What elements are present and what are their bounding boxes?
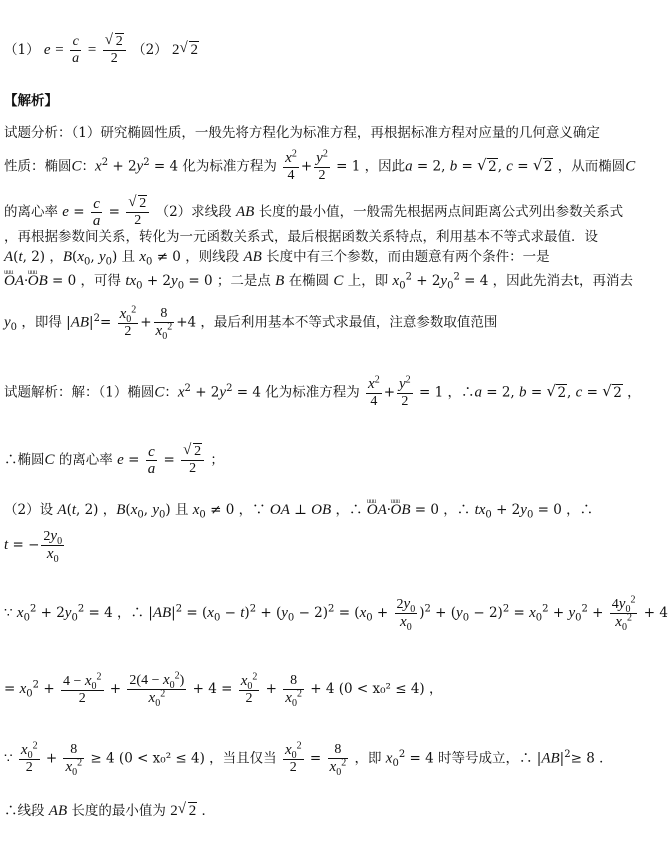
analysis-header: 【解析】 — [4, 93, 58, 109]
solution-line-4: t = − $\frac{2y_0}{x_0}$ — [4, 528, 63, 565]
min-length-value: 2√ 2 — [172, 42, 199, 58]
hint-line-2: 性质：椭圆C：$x^2 + 2y^2 = 4$ 化为标准方程为 $\frac{x^2}{4}$ + $\frac{y^2}{2}$ = 1 ，因此a = 2, b = √ 2, c = √ 2 ，从而椭圆C — [4, 150, 635, 184]
hint-line-5: A(t, 2) ，$B(x_0$, $y_0$) 且 $x_0 \ne 0$ ，则线段 AB 长度中有三个参数，而由题意有两个条件：一是 — [4, 249, 550, 268]
hint-line-4: ，再根据参数间关系，转化为一元函数关系式，最后根据函数关系特点，利用基本不等式求最值．设 — [4, 229, 598, 245]
solution-line-7: ∵ $\frac{x_0^2}{2}$ + $\frac{8}{x_0^2}$ ≥ 4 (0 < x₀² ≤ 4) ，当且仅当 $\frac{x_0^2}{2}$ = $\frac{8}{x_0^2}$ ，即 $x_0^2 = 4$ 时等号成立，∴ $|AB|^2\ge 8$ ． — [4, 740, 613, 778]
answer-part2-label: （2） — [132, 41, 168, 58]
hint-line-1: 试题分析：（1）研究椭圆性质，一般先将方程化为标准方程，再根据标准方程对应量的几何意义确定 — [4, 125, 600, 141]
solution-line-6: = $x_0^2$ + $\frac{4 - x_0^2}{2}$ + $\frac{2(4 - x_0^2)}{x_0^2}$ + 4 = $\frac{x_0^2}{2}$ + $\frac{8}{x_0^2}$ + 4 (0 < x₀² ≤ 4) ， — [4, 670, 443, 709]
hint-line-6: uuu OA·uuu OB = 0 ，可得 $tx_0 + 2y_0 = 0$ ；二是点 B 在椭圆 C 上，即 $x_0^2 + 2y_0^2 = 4$ ，因此先消去t，再消去 — [4, 272, 633, 290]
eccentricity-formula: e = $\frac{c}{a}$ = √ $\frac{2}{2}$ — [44, 42, 128, 58]
solution-line-5: ∵ $x_0^2 + 2y_0^2 = 4$ ，∴ $|AB|^2 = (x_0 - t)^2 + (y_0 - 2)^2 = (x_0$ + $\frac{2y_0}{x_0}$ )$^2 + (y_0 - 2)^2 = x_0^2 + y_0^2$ + $\frac{4y_0^2}{x_0^2}$ + 4 — [4, 594, 668, 633]
solution-line-3: （2）设 A(t, 2) ，$B(x_0$, $y_0$) 且 $x_0 \ne 0$ ，∵ OA ⊥ OB ，∴ uuu OA·uuu OB = 0 ，∴ $tx_0 + 2y_0 = 0$ ，∴ — [4, 501, 593, 519]
solution-line-8: ∴线段 AB 长度的最小值为 2√ 2 ． — [4, 802, 215, 820]
solution-line-1: 试题解析：解：（1）椭圆C：$x^2 + 2y^2 = 4$ 化为标准方程为 $\frac{x^2}{4}$ + $\frac{y^2}{2}$ = 1 ，∴a = 2, b = √ 2, c = √ 2 ， — [4, 376, 641, 410]
answer-part1-label: （1） — [4, 41, 40, 58]
answer-line — [4, 34, 199, 67]
hint-line-3: 的离心率 e = $\frac{c}{a}$ = √ $\frac{2}{2}$ （2）求线段 AB 长度的最小值，一般需先根据两点间距离公式列出参数关系式 — [4, 196, 623, 229]
hint-line-7: $y_0$ ，即得 $|AB|^2=$ $\frac{x_0^2}{2}$ + $\frac{8}{x_0^2}$ +4 ，最后利用基本不等式求最值，注意参数取值范围 — [4, 304, 498, 342]
solution-line-2: ∴椭圆C 的离心率 e = $\frac{c}{a}$ = √ $\frac{2}{2}$ ； — [4, 444, 224, 477]
